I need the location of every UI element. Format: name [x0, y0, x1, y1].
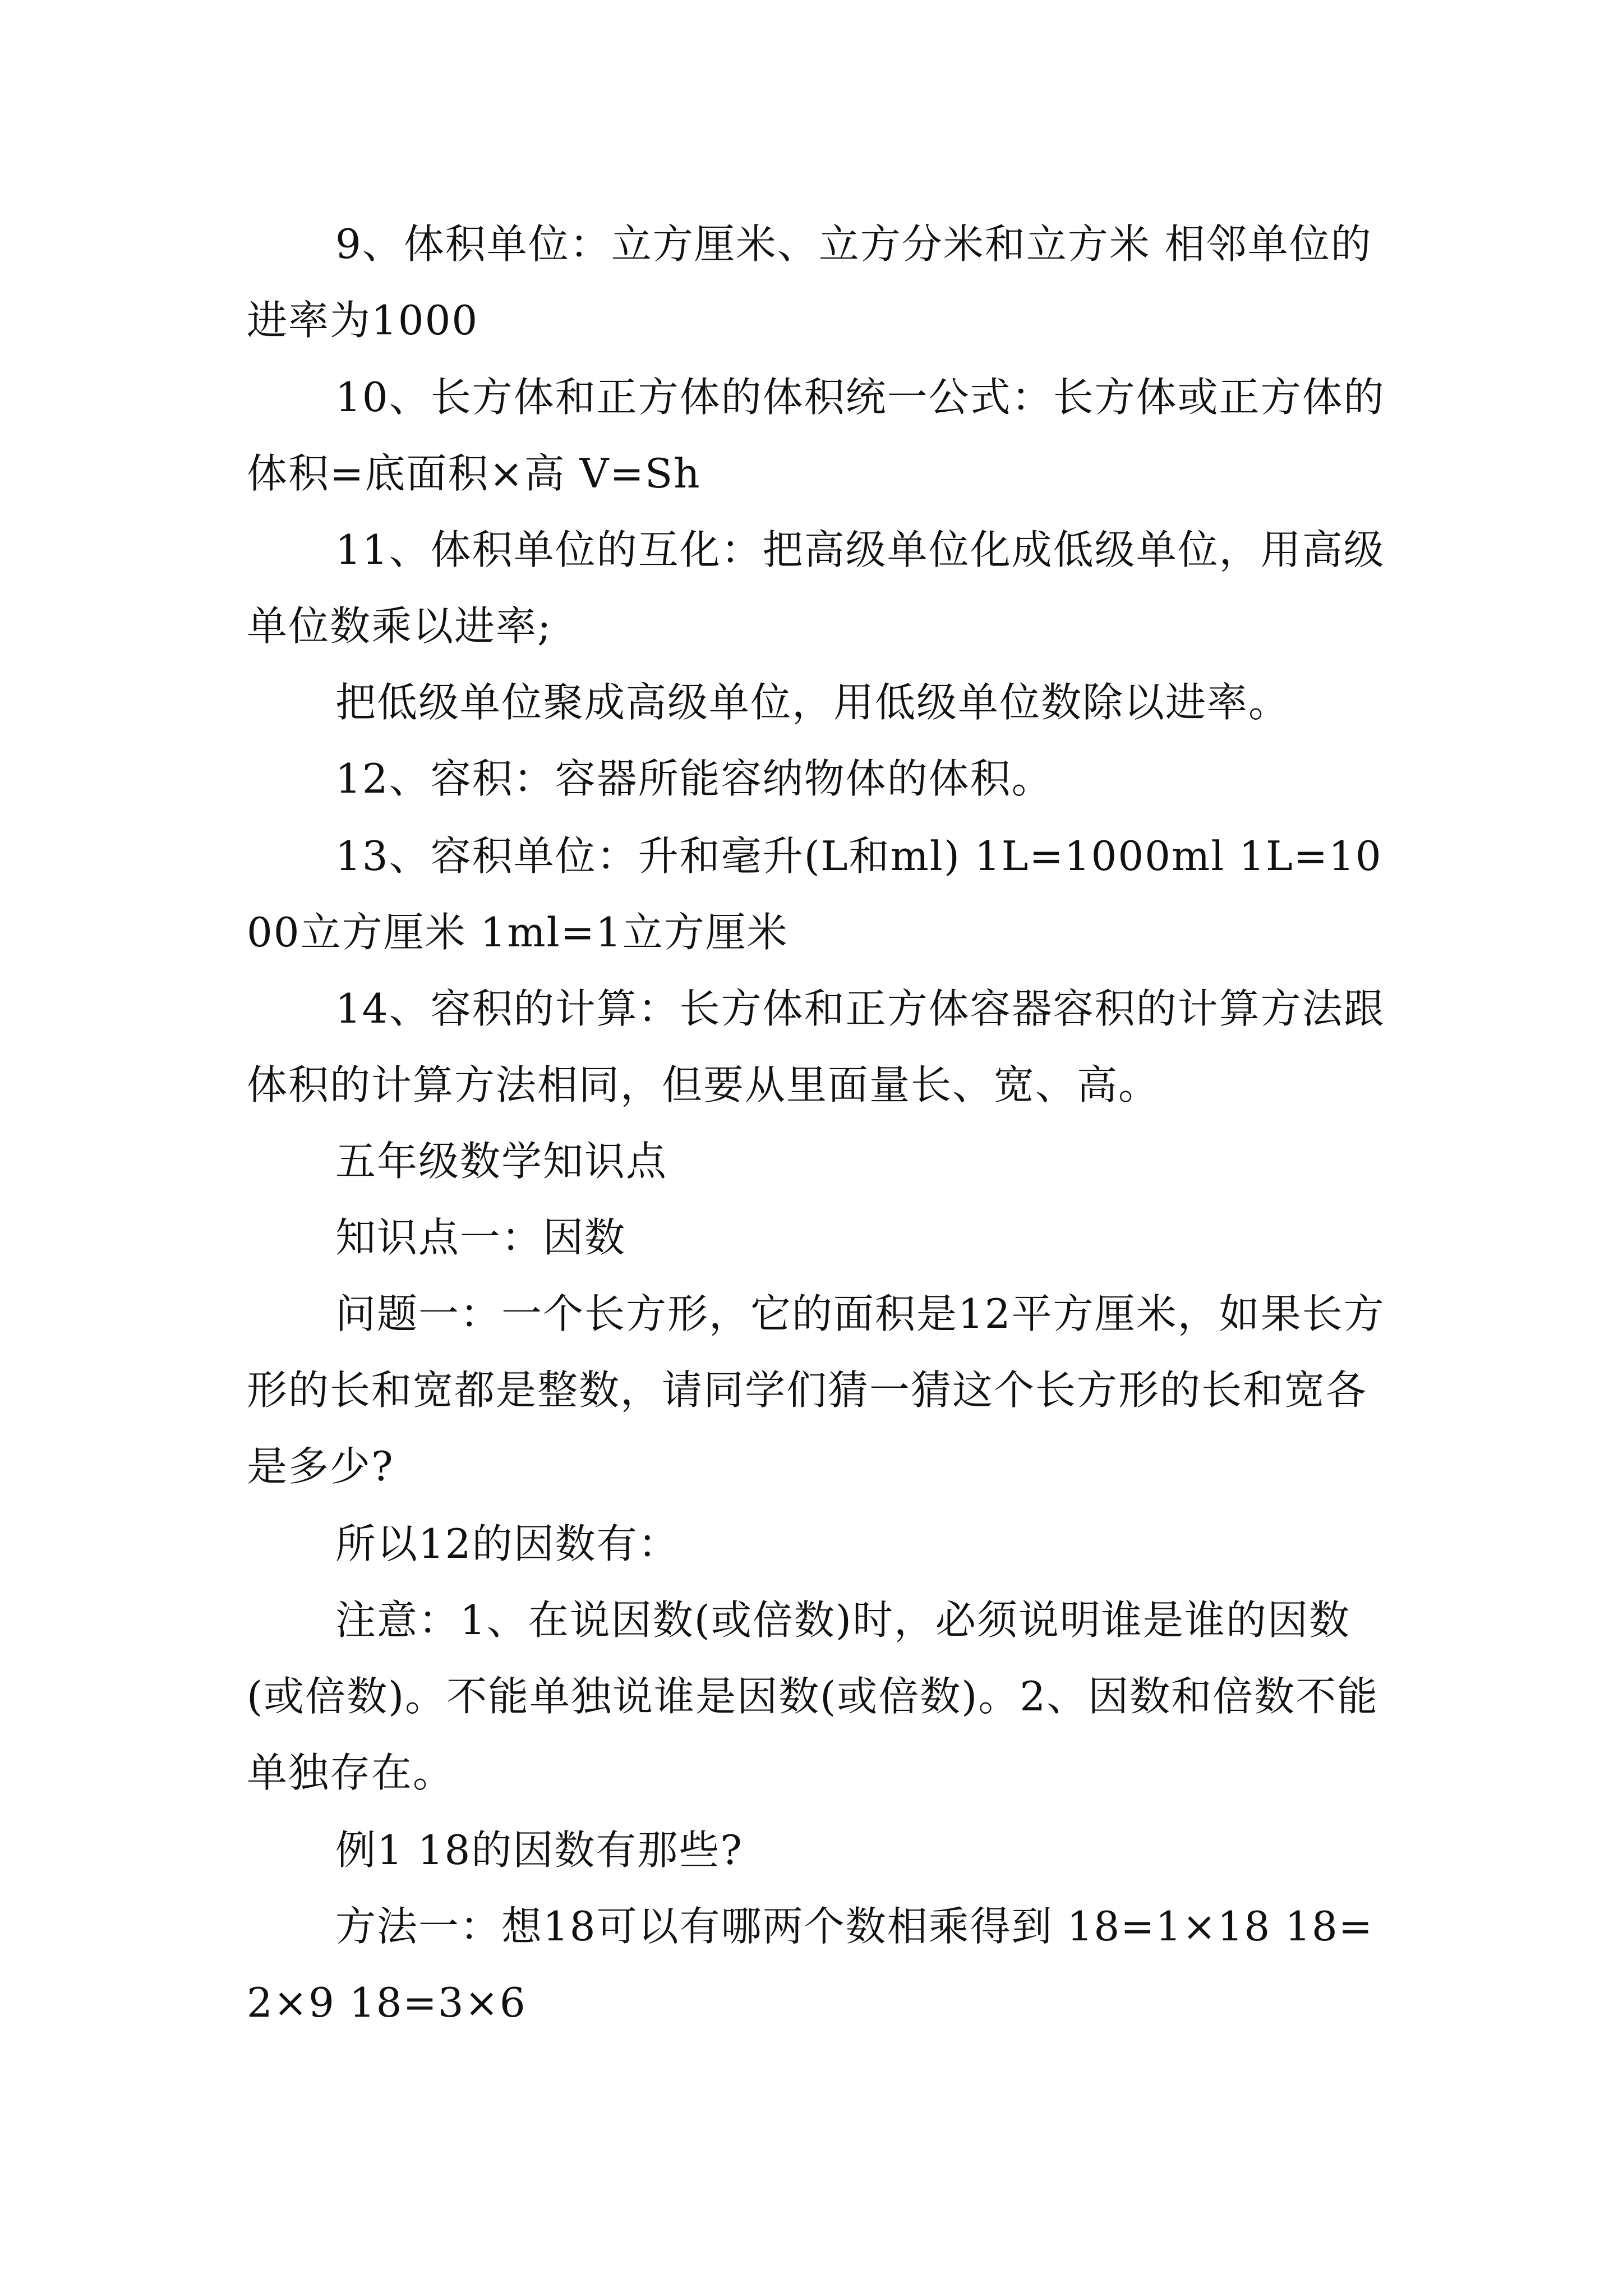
paragraph-question-one: 问题一：一个长方形，它的面积是12平方厘米，如果长方形的长和宽都是整数，请同学们猜一猜这个长方形的长和宽各是多少?: [247, 1290, 1385, 1490]
paragraph-note: 注意：1、在说因数(或倍数)时，必须说明谁是谁的因数(或倍数)。不能单独说谁是因数(或倍数)。2、因数和倍数不能单独存在。: [247, 1596, 1379, 1796]
paragraph-method-one: 方法一：想18可以有哪两个数相乘得到 18=1×18 18=2×9 18=3×6: [247, 1903, 1374, 2026]
paragraph-capacity-definition: 12、容积：容器所能容纳物体的体积。: [335, 755, 1053, 802]
paragraph-unit-conversion-reverse: 把低级单位聚成高级单位，用低级单位数除以进率。: [335, 679, 1290, 726]
paragraph-factors-of-12: 所以12的因数有：: [335, 1520, 680, 1567]
paragraph-capacity-units: 13、容积单位：升和毫升(L和ml) 1L=1000ml 1L=1000立方厘米 1ml=1立方厘米: [247, 832, 1382, 956]
paragraph-capacity-calculation: 14、容积的计算：长方体和正方体容器容积的计算方法跟体积的计算方法相同，但要从里面量长、宽、高。: [247, 985, 1385, 1108]
paragraph-unit-conversion: 11、体积单位的互化：把高级单位化成低级单位，用高级单位数乘以进率;: [247, 526, 1385, 650]
paragraph-example-one: 例1 18的因数有那些?: [335, 1826, 743, 1874]
paragraph-volume-formula: 10、长方体和正方体的体积统一公式：长方体或正方体的体积=底面积×高 V=Sh: [247, 374, 1385, 497]
paragraph-volume-units: 9、体积单位：立方厘米、立方分米和立方米 相邻单位的进率为1000: [247, 220, 1372, 344]
subsection-heading: 知识点一：因数: [335, 1214, 626, 1261]
section-heading: 五年级数学知识点: [335, 1138, 668, 1185]
